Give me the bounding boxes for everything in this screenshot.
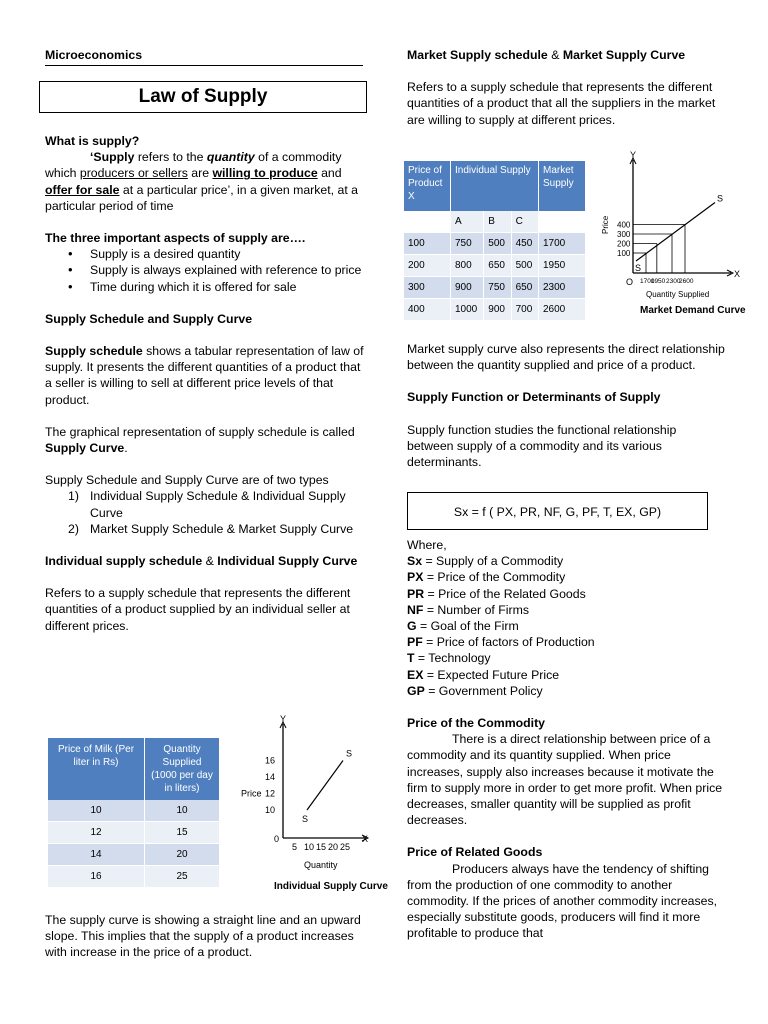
determinant-value: = Technology xyxy=(414,651,491,666)
table-cell: 1700 xyxy=(539,233,586,255)
def-t1: refers to the xyxy=(134,150,207,165)
def-supply: ‘Supply xyxy=(90,150,135,165)
x-axis-letter: X xyxy=(362,834,369,844)
right-column-middle xyxy=(407,341,727,470)
table-row xyxy=(48,822,220,844)
curve-end-label: S xyxy=(717,193,724,204)
table-cell: 25 xyxy=(145,866,220,888)
individual-heading-a: Individual supply schedule xyxy=(45,554,203,569)
schedule-bold: Supply schedule xyxy=(45,344,143,359)
table-cell: 900 xyxy=(484,299,511,321)
determinant-list xyxy=(407,553,727,699)
table-cell: 650 xyxy=(484,255,511,277)
x-axis-letter: X xyxy=(734,269,741,279)
chart-title: Market Demand Curve xyxy=(640,305,746,316)
table-cell: 400 xyxy=(404,299,451,321)
type-num: 1) xyxy=(68,489,79,504)
table-cell: 12 xyxy=(48,822,145,844)
determinant-item xyxy=(407,650,727,666)
determinant-item xyxy=(407,569,727,585)
table-cell: 100 xyxy=(404,233,451,255)
supply-function-formula: Sx = f ( PX, PR, NF, G, PF, T, EX, GP) xyxy=(407,492,708,530)
type-item xyxy=(45,488,367,520)
y-axis-label: Price xyxy=(241,788,262,799)
y-tick-label: 300 xyxy=(617,230,631,239)
type-num: 2) xyxy=(68,521,79,536)
determinant-key: GP xyxy=(407,683,425,698)
table-row xyxy=(404,277,586,299)
table-cell: 10 xyxy=(145,800,220,822)
determinant-item xyxy=(407,634,727,650)
market-supply-chart xyxy=(596,150,756,322)
function-paragraph: Supply function studies the functional relationship between supply of a commodity and its various determinants. xyxy=(407,422,677,470)
determinant-key: NF xyxy=(407,602,424,617)
table-cell: 10 xyxy=(48,800,145,822)
determinant-key: EX xyxy=(407,667,424,682)
where-label: Where, xyxy=(407,538,447,552)
def-t4: and xyxy=(317,166,342,181)
curve-start-label: S xyxy=(635,263,642,273)
determinant-value: = Expected Future Price xyxy=(423,667,560,682)
x-tick-label: 25 xyxy=(340,842,351,852)
def-willing: willing to produce xyxy=(212,166,318,181)
def-quantity: quantity xyxy=(206,150,255,165)
page-title: Law of Supply xyxy=(39,81,367,113)
related-goods-paragraph: Producers always have the tendency of shifting from the production of one commodity to another commodity. If the prices of another commodity increases, especially substitute goods, producers will find it more profitable to produce that xyxy=(407,861,718,941)
graph-bold: Supply Curve xyxy=(45,441,125,456)
individual-supply-table xyxy=(48,738,220,888)
header-rule xyxy=(45,65,363,66)
x-axis-label: Quantity Supplied xyxy=(646,290,710,299)
y-tick-label: 10 xyxy=(265,805,276,815)
determinant-item xyxy=(407,586,727,602)
table-header: Individual Supply xyxy=(451,161,539,211)
def-t2: of a commodity which xyxy=(45,150,342,181)
table-cell: B xyxy=(484,211,511,233)
determinant-value: = Price of factors of Production xyxy=(422,635,595,650)
determinant-key: Sx xyxy=(407,554,423,569)
determinant-item xyxy=(407,667,727,683)
determinant-item xyxy=(407,553,727,569)
determinant-value: = Goal of the Firm xyxy=(416,619,519,634)
table-row xyxy=(48,844,220,866)
table-row xyxy=(404,233,586,255)
table-row xyxy=(404,299,586,321)
individual-supply-chart xyxy=(236,714,388,894)
table-cell: 20 xyxy=(145,844,220,866)
curve-start-label: S xyxy=(302,814,309,824)
table-header: Quantity Supplied (1000 per day in liters) xyxy=(145,738,220,800)
x-tick-label: 1700 xyxy=(640,278,655,285)
aspect-item: • Time during which it is offered for sale xyxy=(45,279,367,295)
table-row xyxy=(404,211,586,233)
x-tick-label: 2600 xyxy=(679,278,694,285)
what-is-supply-heading: What is supply? xyxy=(45,134,140,148)
curve-end-label: S xyxy=(346,748,353,759)
price-commodity-paragraph: There is a direct relationship between price of a commodity and its quantity supplied. When price increases, supply also increases because it motivate the firm to supply more in order to get more profit. When price decreases, smaller quantity will be supplied as profit decreases. xyxy=(407,732,723,828)
market-heading xyxy=(407,47,727,63)
x-tick-label: 5 xyxy=(292,842,298,852)
determinant-value: = Government Policy xyxy=(424,683,543,698)
related-goods-heading: Price of Related Goods xyxy=(407,845,543,860)
types-paragraph: Supply Schedule and Supply Curve are of two types xyxy=(45,473,329,488)
x-tick-label: 15 xyxy=(316,842,327,852)
price-commodity-heading: Price of the Commodity xyxy=(407,716,546,731)
x-axis-label: Quantity xyxy=(304,860,338,870)
supply-curve-line xyxy=(636,203,715,262)
type-text: Individual Supply Schedule & Individual Supply Curve xyxy=(90,489,346,520)
table-cell: 15 xyxy=(145,822,220,844)
table-cell: 200 xyxy=(404,255,451,277)
table-cell: 750 xyxy=(451,233,484,255)
chart-title: Individual Supply Curve xyxy=(274,881,388,892)
table-cell: 900 xyxy=(451,277,484,299)
y-tick-label: 100 xyxy=(617,249,631,258)
determinant-key: PX xyxy=(407,570,424,585)
table-cell: 14 xyxy=(48,844,145,866)
table-cell: 500 xyxy=(511,255,538,277)
y-tick-label: 14 xyxy=(265,772,276,782)
table-header: Price of Milk (Per liter in Rs) xyxy=(48,738,145,800)
determinant-item xyxy=(407,602,727,618)
y-tick-label: 12 xyxy=(265,788,276,799)
def-t3: are xyxy=(187,166,213,181)
table-header: Price of Product X xyxy=(404,161,451,211)
determinant-key: G xyxy=(407,619,417,634)
determinant-key: PF xyxy=(407,635,423,650)
subject-label: Microeconomics xyxy=(45,48,143,62)
y-tick-label: 400 xyxy=(617,220,631,230)
table-cell: C xyxy=(511,211,538,233)
individual-heading-b: Individual Supply Curve xyxy=(217,554,358,569)
origin-label: 0 xyxy=(274,834,280,844)
types-list xyxy=(45,488,367,537)
type-text: Market Supply Schedule & Market Supply Curve xyxy=(90,521,354,536)
table-cell: 2300 xyxy=(539,277,586,299)
y-tick-label: 200 xyxy=(617,239,631,249)
def-producers: producers or sellers xyxy=(79,166,188,181)
determinant-key: T xyxy=(407,651,415,666)
market-paragraph: Refers to a supply schedule that represents the different quantities of a product that all the suppliers in the market are willing to supply at different prices. xyxy=(407,80,716,127)
x-tick-label: 20 xyxy=(328,842,339,852)
y-axis-letter: Y xyxy=(280,714,287,724)
individual-heading xyxy=(45,553,367,569)
right-column-defs xyxy=(407,537,727,942)
supply-curve-line xyxy=(307,761,343,811)
market-heading-b: Market Supply Curve xyxy=(562,48,686,62)
aspects-list xyxy=(45,246,367,295)
left-column xyxy=(45,133,367,634)
market-curve-paragraph: Market supply curve also represents the direct relationship between the quantity supplied and price of a product. xyxy=(407,342,725,373)
x-tick-label: 2300 xyxy=(666,278,681,285)
table-cell: A xyxy=(451,211,484,233)
graph-end: . xyxy=(124,441,128,456)
table-row xyxy=(48,866,220,888)
determinant-value: = Supply of a Commodity xyxy=(422,554,564,569)
market-heading-amp: & xyxy=(547,48,563,62)
schedule-text: shows a tabular representation of law of supply. It presents the different quantities of a product that a seller is willing to sell at different price levels of that product. xyxy=(45,344,364,407)
table-cell: 450 xyxy=(511,233,538,255)
table-cell: 650 xyxy=(511,277,538,299)
market-heading-a: Market Supply schedule xyxy=(407,48,548,62)
market-supply-table xyxy=(404,161,586,321)
table-cell: 750 xyxy=(484,277,511,299)
table-header: Market Supply xyxy=(539,161,586,211)
y-tick-label: 16 xyxy=(265,755,276,766)
table-cell: 1000 xyxy=(451,299,484,321)
x-tick-label: 10 xyxy=(304,842,315,852)
x-tick-label: 1950 xyxy=(650,278,666,285)
aspect-item: • Supply is always explained with reference to price xyxy=(45,262,367,278)
determinant-item xyxy=(407,618,727,634)
right-column-top xyxy=(407,47,727,128)
def-t5: at a particular price’, in a given market, at a particular period of time xyxy=(45,182,359,213)
table-cell: 500 xyxy=(484,233,511,255)
y-axis-label: Price xyxy=(601,215,610,234)
schedule-paragraph xyxy=(45,343,367,408)
table-cell: 1950 xyxy=(539,255,586,277)
graph-paragraph xyxy=(45,424,367,456)
determinant-value: = Price of the Commodity xyxy=(423,570,566,585)
conclusion-paragraph: The supply curve is showing a straight line and an upward slope. This implies that the supply of a product increases with increase in the price of a product. xyxy=(45,913,361,960)
individual-heading-amp: & xyxy=(202,554,218,569)
aspect-item: • Supply is a desired quantity xyxy=(45,246,367,262)
table-row xyxy=(48,800,220,822)
table-cell: 700 xyxy=(511,299,538,321)
y-axis-letter: Y xyxy=(630,150,637,160)
origin-label: O xyxy=(626,277,634,287)
table-cell: 2600 xyxy=(539,299,586,321)
table-cell: 800 xyxy=(451,255,484,277)
determinant-value: = Price of the Related Goods xyxy=(424,586,586,601)
function-heading: Supply Function or Determinants of Supply xyxy=(407,390,661,405)
determinant-key: PR xyxy=(407,586,425,601)
supply-definition xyxy=(45,149,367,214)
table-cell: 300 xyxy=(404,277,451,299)
type-item xyxy=(45,521,367,537)
table-row xyxy=(404,255,586,277)
def-offer: offer for sale xyxy=(45,182,120,197)
aspects-heading: The three important aspects of supply are…. xyxy=(45,231,306,246)
determinant-value: = Number of Firms xyxy=(423,602,529,617)
table-cell: 16 xyxy=(48,866,145,888)
schedule-heading: Supply Schedule and Supply Curve xyxy=(45,311,253,326)
determinant-item xyxy=(407,683,727,699)
individual-paragraph: Refers to a supply schedule that represents the different quantities of a product supplied by an individual seller at different prices. xyxy=(45,586,351,633)
graph-text: The graphical representation of supply schedule is called xyxy=(45,424,355,439)
